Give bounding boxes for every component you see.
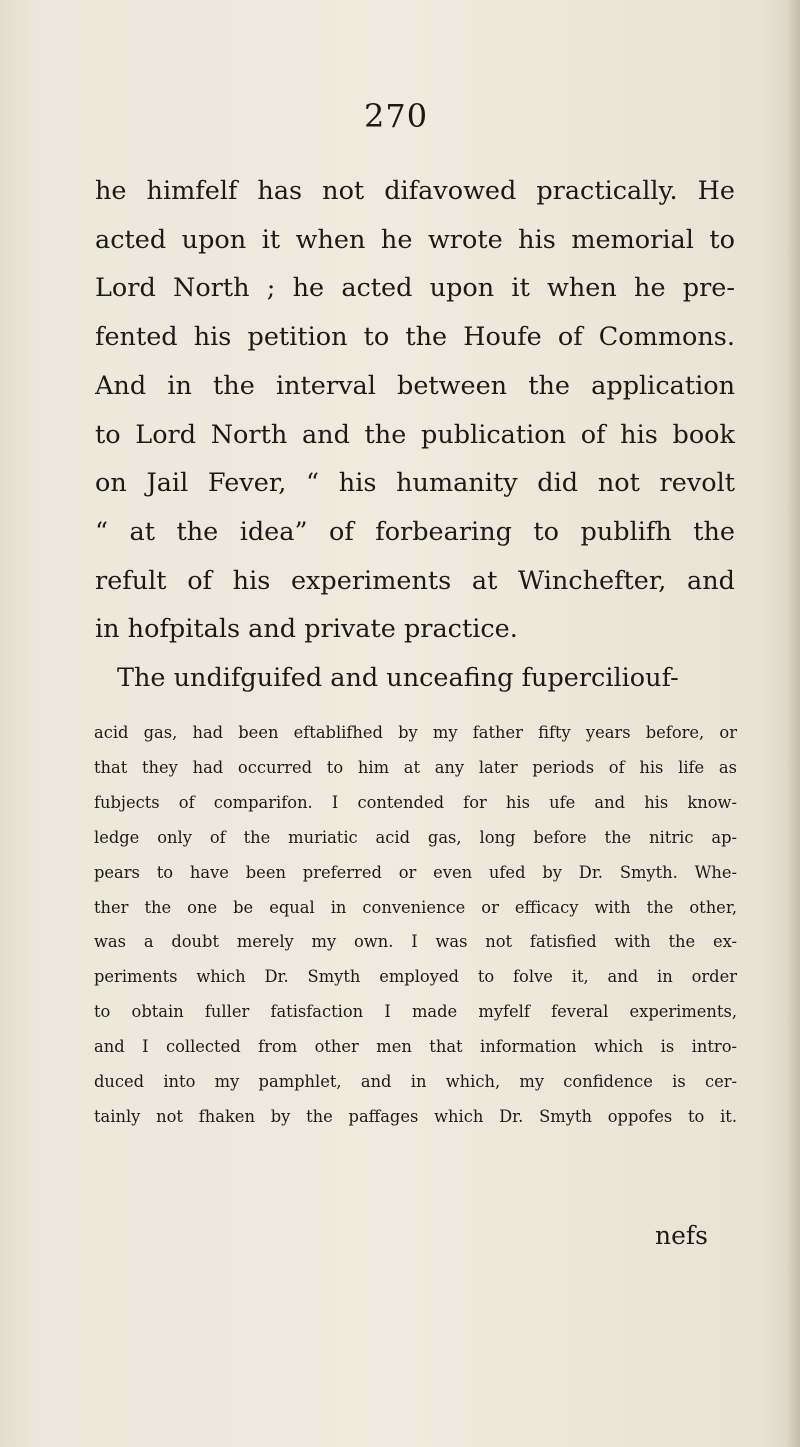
main-text-line: The undifguifed and unceafing fuperciliouf- — [117, 663, 679, 694]
catchword: nefs — [655, 1221, 708, 1250]
footnote-line: was a doubt merely my own. I was not fatisfied with the ex- — [94, 932, 737, 952]
footnote-line: duced into my pamphlet, and in which, my confidence is cer- — [94, 1072, 737, 1092]
page-edge-shadow — [786, 0, 800, 1447]
footnote-line: and I collected from other men that information which is intro- — [94, 1037, 737, 1057]
main-text-line: refult of his experiments at Winchefter, and — [95, 565, 735, 596]
footnote-line: periments which Dr. Smyth employed to folve it, and in order — [94, 967, 737, 987]
footnote-line: fubjects of comparifon. I contended for his ufe and his know- — [94, 792, 737, 812]
main-text — [95, 167, 735, 703]
footnote-line: to obtain fuller fatisfaction I made myfelf feveral experiments, — [94, 1002, 737, 1022]
footnote-line: ther the one be equal in convenience or efficacy with the other, — [94, 897, 737, 917]
main-text-line: fented his petition to the Houfe of Commons. — [95, 322, 735, 353]
page-number: 270 — [364, 97, 429, 135]
main-text-line: Lord North ; he acted upon it when he pre- — [95, 273, 735, 304]
footnote-line: that they had occurred to him at any later periods of his life as — [94, 757, 737, 777]
main-text-line: acted upon it when he wrote his memorial to — [95, 224, 735, 255]
main-text-line: on Jail Fever, “ his humanity did not revolt — [95, 468, 735, 499]
footnote-line: ledge only of the muriatic acid gas, long before the nitric ap- — [94, 827, 737, 847]
footnote-line: pears to have been preferred or even ufed by Dr. Smyth. Whe- — [94, 862, 737, 882]
main-text-line: And in the interval between the application — [95, 370, 735, 401]
main-text-line: “ at the idea” of forbearing to publifh the — [95, 516, 735, 547]
main-text-line: in hofpitals and private practice. — [95, 614, 518, 645]
footnote-text — [94, 716, 737, 1135]
main-text-line: to Lord North and the publication of his book — [95, 419, 735, 450]
footnote-line: tainly not fhaken by the paffages which Dr. Smyth oppofes to it. — [94, 1106, 737, 1126]
main-text-line: he himfelf has not difavowed practically. He — [95, 176, 735, 206]
footnote-line: acid gas, had been eftablifhed by my father fifty years before, or — [94, 723, 737, 742]
